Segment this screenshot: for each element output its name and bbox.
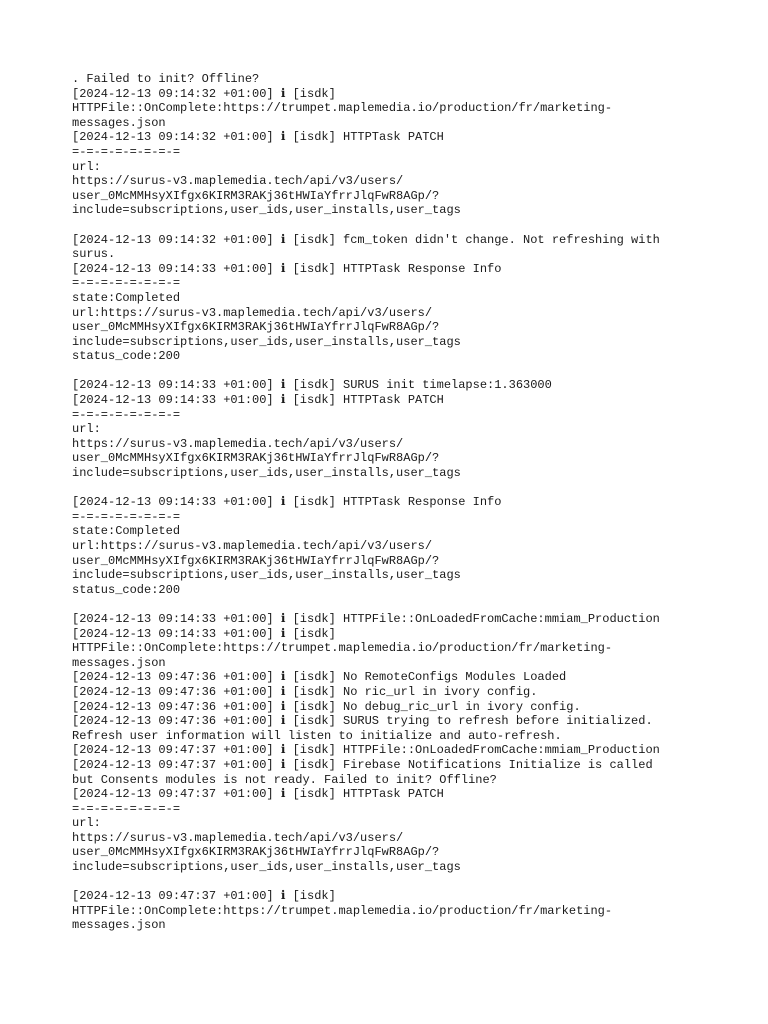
log-line: [2024-12-13 09:47:37 +01:00] ℹ [isdk] HTTPFile::OnLoadedFromCache:mmiam_Production [72, 743, 660, 758]
log-line: url: [72, 816, 101, 831]
log-line: [2024-12-13 09:14:32 +01:00] ℹ [isdk] HTTPTask PATCH [72, 130, 444, 145]
log-line: user_0McMMHsyXIfgx6KIRM3RAKj36tHWIaYfrrJlqFwR8AGp/? [72, 320, 440, 335]
log-line: [2024-12-13 09:47:37 +01:00] ℹ [isdk] [72, 889, 336, 904]
log-line: but Consents modules is not ready. Failed to init? Offline? [72, 772, 497, 787]
log-line: https://surus-v3.maplemedia.tech/api/v3/users/ [72, 174, 404, 189]
log-line: url:https://surus-v3.maplemedia.tech/api/v3/users/ [72, 539, 433, 553]
log-blank-line [72, 481, 712, 496]
log-line: status_code:200 [72, 582, 181, 597]
log-line: [2024-12-13 09:47:37 +01:00] ℹ [isdk] Firebase Notifications Initialize is called [72, 757, 653, 772]
log-line: include=subscriptions,user_ids,user_installs,user_tags [72, 568, 461, 583]
log-line: [2024-12-13 09:47:36 +01:00] ℹ [isdk] SURUS trying to refresh before initialized. [72, 714, 653, 729]
log-blank-line [72, 364, 712, 379]
log-line: [2024-12-13 09:47:36 +01:00] ℹ [isdk] No RemoteConfigs Modules Loaded [72, 670, 567, 685]
log-line: [2024-12-13 09:14:33 +01:00] ℹ [isdk] SURUS init timelapse:1.363000 [72, 378, 552, 393]
log-line: . Failed to init? Offline? [72, 72, 260, 86]
log-line: [2024-12-13 09:14:32 +01:00] ℹ [isdk] [72, 86, 336, 101]
log-line: [2024-12-13 09:47:36 +01:00] ℹ [isdk] No debug_ric_url in ivory config. [72, 699, 581, 714]
log-line: [2024-12-13 09:47:37 +01:00] ℹ [isdk] HTTPTask PATCH [72, 787, 444, 802]
log-line: state:Completed [72, 524, 181, 539]
log-line: =-=-=-=-=-=-=-= [72, 509, 181, 524]
log-line: user_0McMMHsyXIfgx6KIRM3RAKj36tHWIaYfrrJlqFwR8AGp/? [72, 845, 440, 860]
log-line: include=subscriptions,user_ids,user_installs,user_tags [72, 860, 461, 875]
log-line: state:Completed [72, 290, 181, 305]
log-line: HTTPFile::OnComplete:https://trumpet.maplemedia.io/production/fr/marketing- [72, 903, 613, 918]
log-line: =-=-=-=-=-=-=-= [72, 276, 181, 291]
log-line: user_0McMMHsyXIfgx6KIRM3RAKj36tHWIaYfrrJlqFwR8AGp/? [72, 451, 440, 466]
log-blank-line [72, 218, 712, 233]
log-body [72, 72, 712, 933]
log-line: [2024-12-13 09:14:33 +01:00] ℹ [isdk] HTTPTask Response Info [72, 261, 502, 276]
log-line: HTTPFile::OnComplete:https://trumpet.maplemedia.io/production/fr/marketing- [72, 641, 613, 656]
log-line: https://surus-v3.maplemedia.tech/api/v3/users/ [72, 436, 404, 451]
log-line: messages.json [72, 655, 166, 670]
log-line: messages.json [72, 918, 166, 933]
log-line: [2024-12-13 09:14:33 +01:00] ℹ [isdk] HTTPFile::OnLoadedFromCache:mmiam_Production [72, 611, 660, 626]
log-line: url: [72, 422, 101, 437]
log-line: user_0McMMHsyXIfgx6KIRM3RAKj36tHWIaYfrrJlqFwR8AGp/? [72, 553, 440, 568]
log-line: =-=-=-=-=-=-=-= [72, 801, 181, 816]
log-line: [2024-12-13 09:14:33 +01:00] ℹ [isdk] HTTPTask Response Info [72, 495, 502, 510]
log-blank-line [72, 875, 712, 890]
log-line: =-=-=-=-=-=-=-= [72, 407, 181, 422]
log-line: include=subscriptions,user_ids,user_installs,user_tags [72, 334, 461, 349]
log-line: Refresh user information will listen to initialize and auto-refresh. [72, 728, 562, 743]
log-line: [2024-12-13 09:14:33 +01:00] ℹ [isdk] [72, 626, 336, 641]
log-line: surus. [72, 247, 116, 262]
log-document [72, 72, 712, 933]
log-line: include=subscriptions,user_ids,user_installs,user_tags [72, 466, 461, 481]
log-line: include=subscriptions,user_ids,user_installs,user_tags [72, 203, 461, 218]
log-line: HTTPFile::OnComplete:https://trumpet.maplemedia.io/production/fr/marketing- [72, 101, 613, 116]
log-line: =-=-=-=-=-=-=-= [72, 144, 181, 159]
log-line: [2024-12-13 09:14:32 +01:00] ℹ [isdk] fcm_token didn't change. Not refreshing with [72, 232, 660, 247]
log-line: messages.json [72, 115, 166, 130]
log-line: url:https://surus-v3.maplemedia.tech/api/v3/users/ [72, 305, 433, 320]
log-blank-line [72, 597, 712, 612]
log-line: url: [72, 159, 101, 174]
log-line: user_0McMMHsyXIfgx6KIRM3RAKj36tHWIaYfrrJlqFwR8AGp/? [72, 188, 440, 203]
log-line: [2024-12-13 09:14:33 +01:00] ℹ [isdk] HTTPTask PATCH [72, 393, 444, 408]
log-line: status_code:200 [72, 349, 181, 364]
log-line: https://surus-v3.maplemedia.tech/api/v3/users/ [72, 830, 404, 845]
log-line: [2024-12-13 09:47:36 +01:00] ℹ [isdk] No ric_url in ivory config. [72, 684, 538, 699]
